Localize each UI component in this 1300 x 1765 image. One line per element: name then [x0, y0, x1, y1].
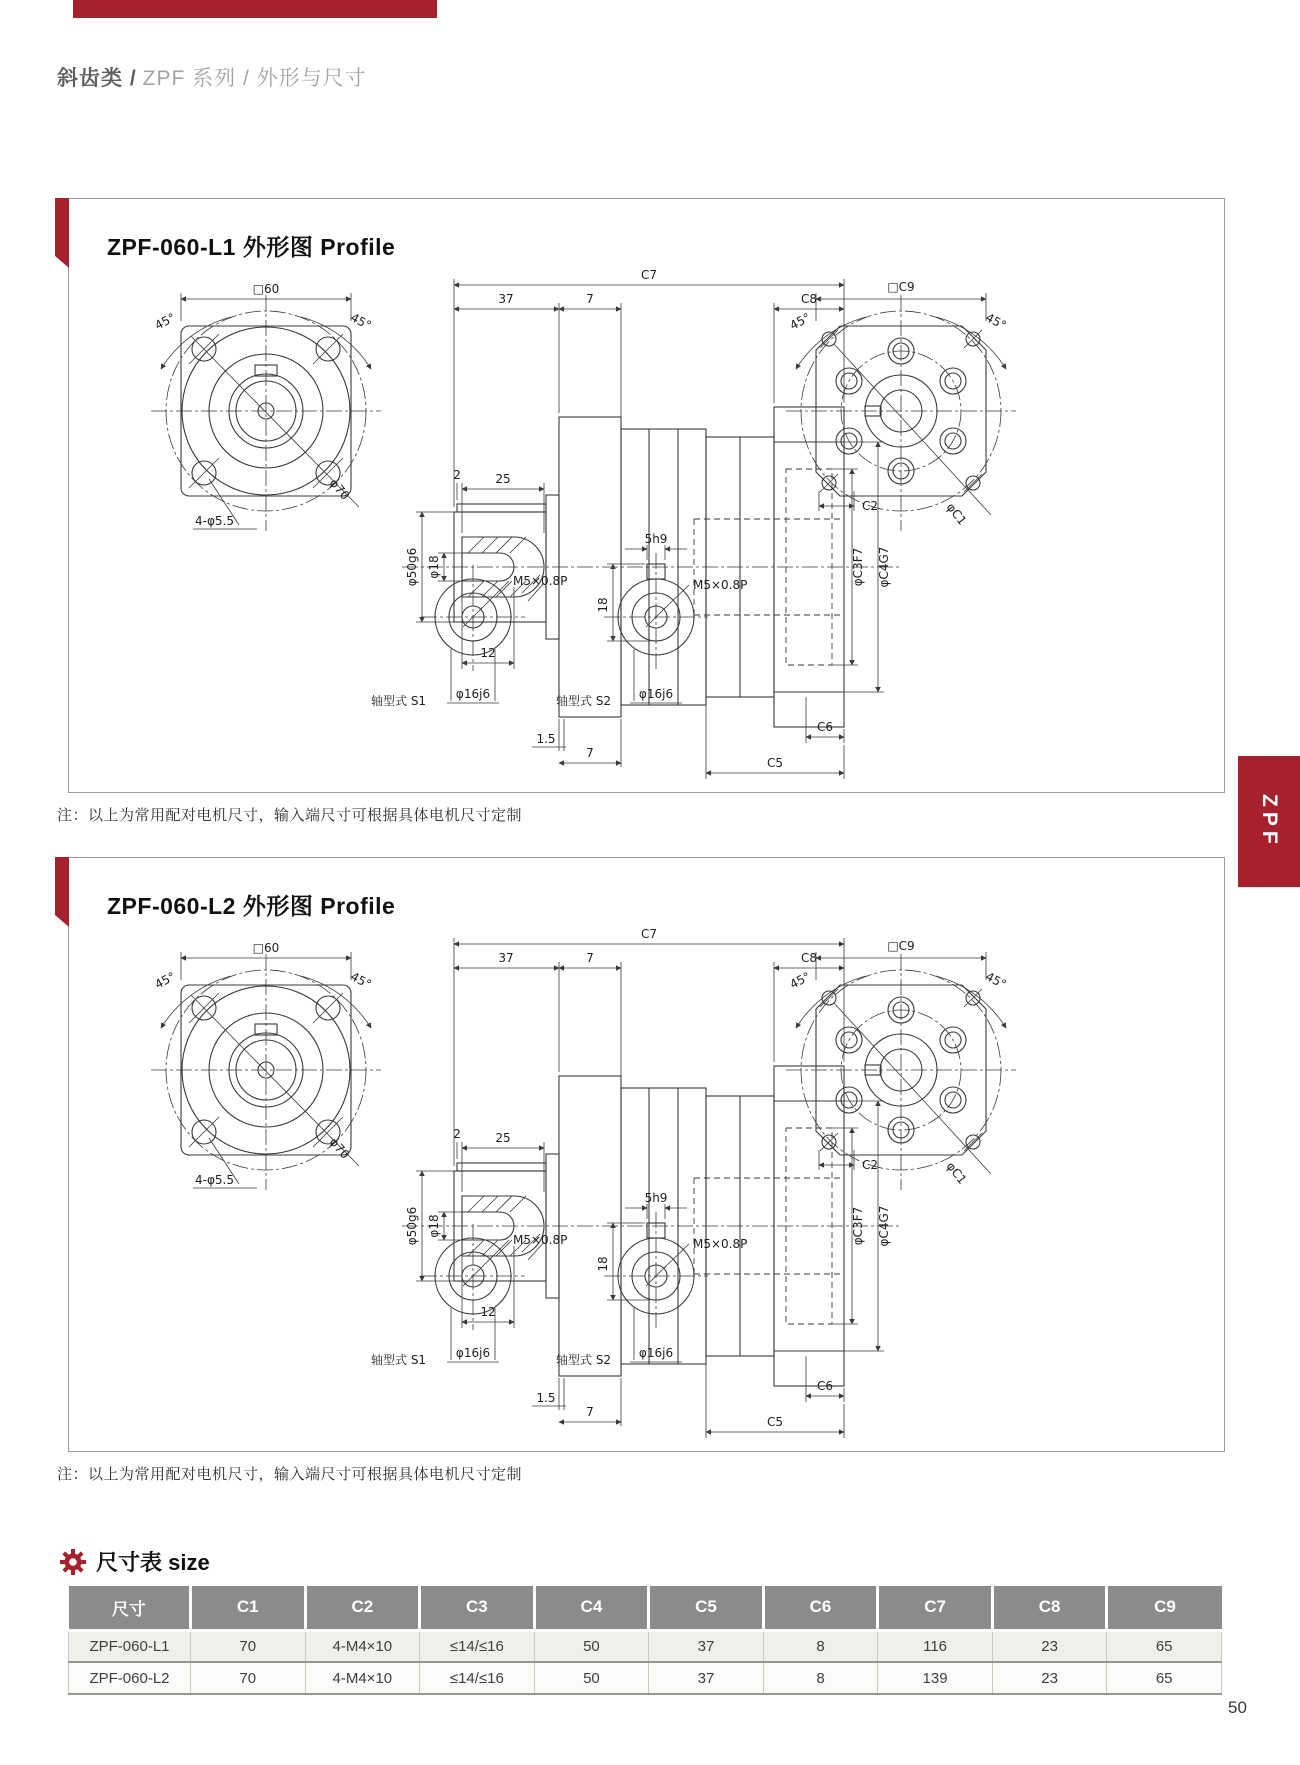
- cell-c1: 70: [191, 1662, 306, 1694]
- dim-front-angle-right: 45°: [348, 969, 374, 992]
- size-table: [68, 1586, 1222, 1695]
- table-row-l1: [69, 1630, 1222, 1662]
- cell-c4: 50: [534, 1630, 649, 1662]
- shaft-s1-label: 轴型式 S1: [371, 694, 427, 708]
- shaft-s1-label: 轴型式 S1: [371, 1353, 427, 1367]
- dim-side-12: 12: [480, 646, 496, 660]
- cell-c3: ≤14/≤16: [420, 1630, 535, 1662]
- dim-side-dia50: φ50g6: [405, 547, 419, 587]
- cell-c6: 8: [763, 1662, 878, 1694]
- dim-side-c4: φC4G7: [877, 1205, 891, 1247]
- dim-side-dia18: φ18: [427, 555, 441, 579]
- panel-note-l1: 注：以上为常用配对电机尺寸，输入端尺寸可根据具体电机尺寸定制: [57, 807, 523, 824]
- col-header-c9: C9: [1107, 1586, 1222, 1630]
- dim-rear-square: □C9: [887, 280, 915, 294]
- dim-side-c6: C6: [816, 1379, 834, 1393]
- dim-side-2: 2: [453, 1127, 461, 1141]
- dim-side-c3: φC3F7: [851, 1206, 865, 1246]
- dim-front-square: □60: [252, 941, 280, 955]
- dim-side-25: 25: [495, 1131, 511, 1145]
- cell-c2: 4-M4×10: [305, 1662, 420, 1694]
- rear-view: [786, 280, 1016, 531]
- dim-front-square: □60: [252, 282, 280, 296]
- breadcrumb: [57, 62, 367, 92]
- drawing-slot-l2: [69, 916, 1224, 1451]
- cell-model: ZPF-060-L2: [69, 1662, 191, 1694]
- profile-drawing: [69, 257, 1224, 792]
- dim-front-holes: 4-φ5.5: [195, 1173, 234, 1187]
- gear-icon: [60, 1549, 86, 1575]
- dim-side-37: 37: [498, 292, 514, 306]
- dim-side-1-5: 1.5: [536, 1391, 556, 1405]
- front-view: [151, 941, 381, 1190]
- page-number: 50: [1228, 1698, 1247, 1717]
- col-header-c4: C4: [534, 1586, 649, 1630]
- dim-side-c7: C7: [640, 927, 658, 941]
- dim-s2-18: 18: [596, 1256, 610, 1272]
- dim-front-angle-left: 45°: [152, 310, 178, 333]
- col-header-c3: C3: [420, 1586, 535, 1630]
- cell-c5: 37: [649, 1630, 764, 1662]
- dim-s1-dia: φ16j6: [455, 687, 491, 701]
- cell-c1: 70: [191, 1630, 306, 1662]
- panel-title-l2: ZPF-060-L2 外形图 Profile: [107, 893, 396, 919]
- col-header-size: 尺寸: [69, 1586, 191, 1630]
- dim-rear-angle-left: 45°: [787, 969, 813, 992]
- dim-rear-c2: C2: [862, 499, 879, 513]
- dim-rear-angle-right: 45°: [983, 969, 1009, 992]
- shaft-detail-s1: [371, 565, 567, 708]
- dim-side-dia18: φ18: [427, 1214, 441, 1238]
- cell-c8: 23: [992, 1662, 1107, 1694]
- series-side-tab[interactable]: [1238, 756, 1300, 887]
- dim-s2-dia: φ16j6: [638, 687, 674, 701]
- dim-side-1-5: 1.5: [536, 732, 556, 746]
- dim-front-angle-right: 45°: [348, 310, 374, 333]
- panel-accent-bar: [55, 198, 69, 268]
- cell-c7: 116: [878, 1630, 993, 1662]
- profile-panel-l1: [68, 198, 1225, 793]
- dim-side-7: 7: [586, 292, 594, 306]
- dim-s2-key: 5h9: [644, 1191, 668, 1205]
- cell-c4: 50: [534, 1662, 649, 1694]
- dim-side-c7: C7: [640, 268, 658, 282]
- dim-side-37: 37: [498, 951, 514, 965]
- breadcrumb-rest: ZPF 系列 / 外形与尺寸: [142, 67, 367, 90]
- dim-rear-c2: C2: [862, 1158, 879, 1172]
- dim-rear-c1: φC1: [943, 500, 970, 528]
- col-header-c1: C1: [191, 1586, 306, 1630]
- dim-side-7b: 7: [586, 746, 594, 760]
- cell-c3: ≤14/≤16: [420, 1662, 535, 1694]
- panel-note-l2: 注：以上为常用配对电机尺寸，输入端尺寸可根据具体电机尺寸定制: [57, 1466, 523, 1483]
- cell-model: ZPF-060-L1: [69, 1630, 191, 1662]
- dim-side-c5: C5: [766, 1415, 784, 1429]
- dim-side-c8: C8: [800, 951, 818, 965]
- dim-s2-key: 5h9: [644, 532, 668, 546]
- dim-rear-c1: φC1: [943, 1159, 970, 1187]
- dim-rear-square: □C9: [887, 939, 915, 953]
- col-header-c7: C7: [878, 1586, 993, 1630]
- breadcrumb-category: 斜齿类 /: [57, 67, 137, 90]
- dim-side-c8: C8: [800, 292, 818, 306]
- col-header-c5: C5: [649, 1586, 764, 1630]
- shaft-detail-s2: [556, 532, 747, 708]
- cell-c2: 4-M4×10: [305, 1630, 420, 1662]
- cell-c7: 139: [878, 1662, 993, 1694]
- dim-side-2: 2: [453, 468, 461, 482]
- dim-s2-18: 18: [596, 597, 610, 613]
- dim-s1-thread: M5×0.8P: [513, 574, 568, 588]
- panel-accent-bar: [55, 857, 69, 927]
- cell-c8: 23: [992, 1630, 1107, 1662]
- table-row-l2: [69, 1662, 1222, 1694]
- drawing-slot-l1: [69, 257, 1224, 792]
- panel-title-l1: ZPF-060-L1 外形图 Profile: [107, 234, 396, 260]
- shaft-s2-label: 轴型式 S2: [556, 1353, 612, 1367]
- cell-c9: 65: [1107, 1630, 1222, 1662]
- dim-s1-thread: M5×0.8P: [513, 1233, 568, 1247]
- dim-s2-dia: φ16j6: [638, 1346, 674, 1360]
- profile-drawing: [69, 916, 1224, 1451]
- dim-front-angle-left: 45°: [152, 969, 178, 992]
- top-accent-bar: [73, 0, 437, 18]
- dim-side-c5: C5: [766, 756, 784, 770]
- dim-side-25: 25: [495, 472, 511, 486]
- dim-side-c3: φC3F7: [851, 547, 865, 587]
- dim-s2-thread: M5×0.8P: [693, 1237, 748, 1251]
- dim-front-holes: 4-φ5.5: [195, 514, 234, 528]
- dim-front-dia: φ70: [326, 475, 353, 503]
- dim-side-12: 12: [480, 1305, 496, 1319]
- dim-side-c4: φC4G7: [877, 546, 891, 588]
- col-header-c2: C2: [305, 1586, 420, 1630]
- size-section-heading: [60, 1546, 210, 1577]
- dim-rear-angle-right: 45°: [983, 310, 1009, 333]
- shaft-detail-s1: [371, 1224, 567, 1367]
- dim-side-7: 7: [586, 951, 594, 965]
- profile-panel-l2: [68, 857, 1225, 1452]
- side-view: [402, 268, 902, 779]
- front-view: [151, 282, 381, 531]
- dim-rear-angle-left: 45°: [787, 310, 813, 333]
- shaft-detail-s2: [556, 1191, 747, 1367]
- dim-side-c6: C6: [816, 720, 834, 734]
- shaft-s2-label: 轴型式 S2: [556, 694, 612, 708]
- dim-s1-dia: φ16j6: [455, 1346, 491, 1360]
- col-header-c6: C6: [763, 1586, 878, 1630]
- dim-side-7b: 7: [586, 1405, 594, 1419]
- col-header-c8: C8: [992, 1586, 1107, 1630]
- cell-c9: 65: [1107, 1662, 1222, 1694]
- rear-view: [786, 939, 1016, 1190]
- dim-s2-thread: M5×0.8P: [693, 578, 748, 592]
- dim-side-dia50: φ50g6: [405, 1206, 419, 1246]
- series-side-tab-label: ZPF: [1258, 794, 1281, 849]
- size-table-header-row: [69, 1586, 1222, 1630]
- dim-front-dia: φ70: [326, 1134, 353, 1162]
- size-section-title: 尺寸表 size: [96, 1550, 210, 1575]
- cell-c5: 37: [649, 1662, 764, 1694]
- cell-c6: 8: [763, 1630, 878, 1662]
- side-view: [402, 927, 902, 1438]
